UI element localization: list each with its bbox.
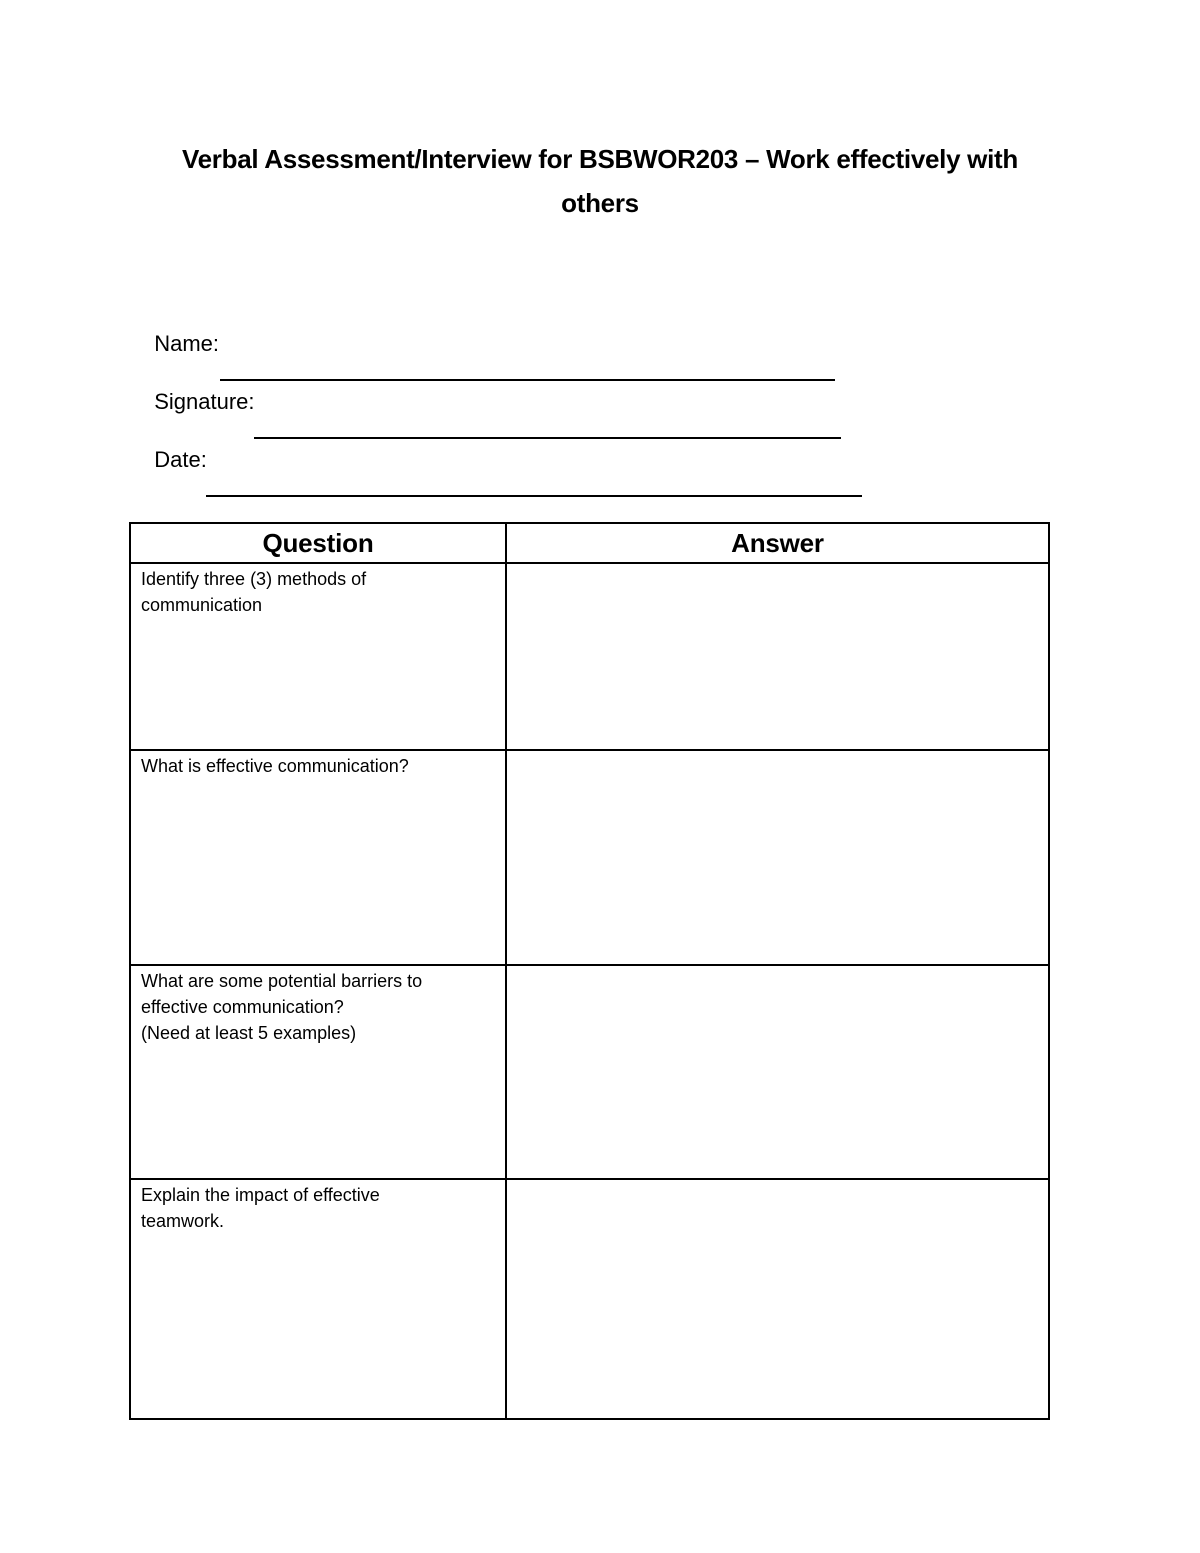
question-text: What are some potential barriers to [141,971,423,991]
answer-cell[interactable] [506,563,1049,750]
answer-cell[interactable] [506,965,1049,1179]
signature-label: Signature: [154,389,255,414]
question-cell [130,1179,506,1419]
date-label: Date: [154,447,207,472]
answer-cell[interactable] [506,1179,1049,1419]
date-underline[interactable] [206,495,862,497]
table-row [130,750,1049,965]
table-row [130,1179,1049,1419]
table-header-row [130,523,1049,563]
question-text: Explain the impact of effective [141,1185,380,1205]
question-text: Identify three (3) methods of [141,569,367,589]
name-underline[interactable] [220,379,835,381]
answer-column-header: Answer [506,523,1049,563]
question-column-header: Question [130,523,506,563]
document-title: Verbal Assessment/Interview for BSBWOR203 – Work effectively with [182,144,1018,174]
question-cell [130,563,506,750]
table-row [130,965,1049,1179]
question-text: communication [141,595,263,615]
question-cell [130,965,506,1179]
answer-cell[interactable] [506,750,1049,965]
assessment-table [129,522,1050,1420]
table-row [130,563,1049,750]
date-field [142,421,207,499]
name-label: Name: [154,331,220,356]
document-title-continued: others [561,188,639,218]
signature-underline[interactable] [254,437,841,439]
question-cell [130,750,506,965]
question-text: effective communication? [141,997,344,1017]
question-text: What is effective communication? [141,756,409,776]
question-text: teamwork. [141,1211,225,1231]
question-text: (Need at least 5 examples) [141,1023,357,1043]
